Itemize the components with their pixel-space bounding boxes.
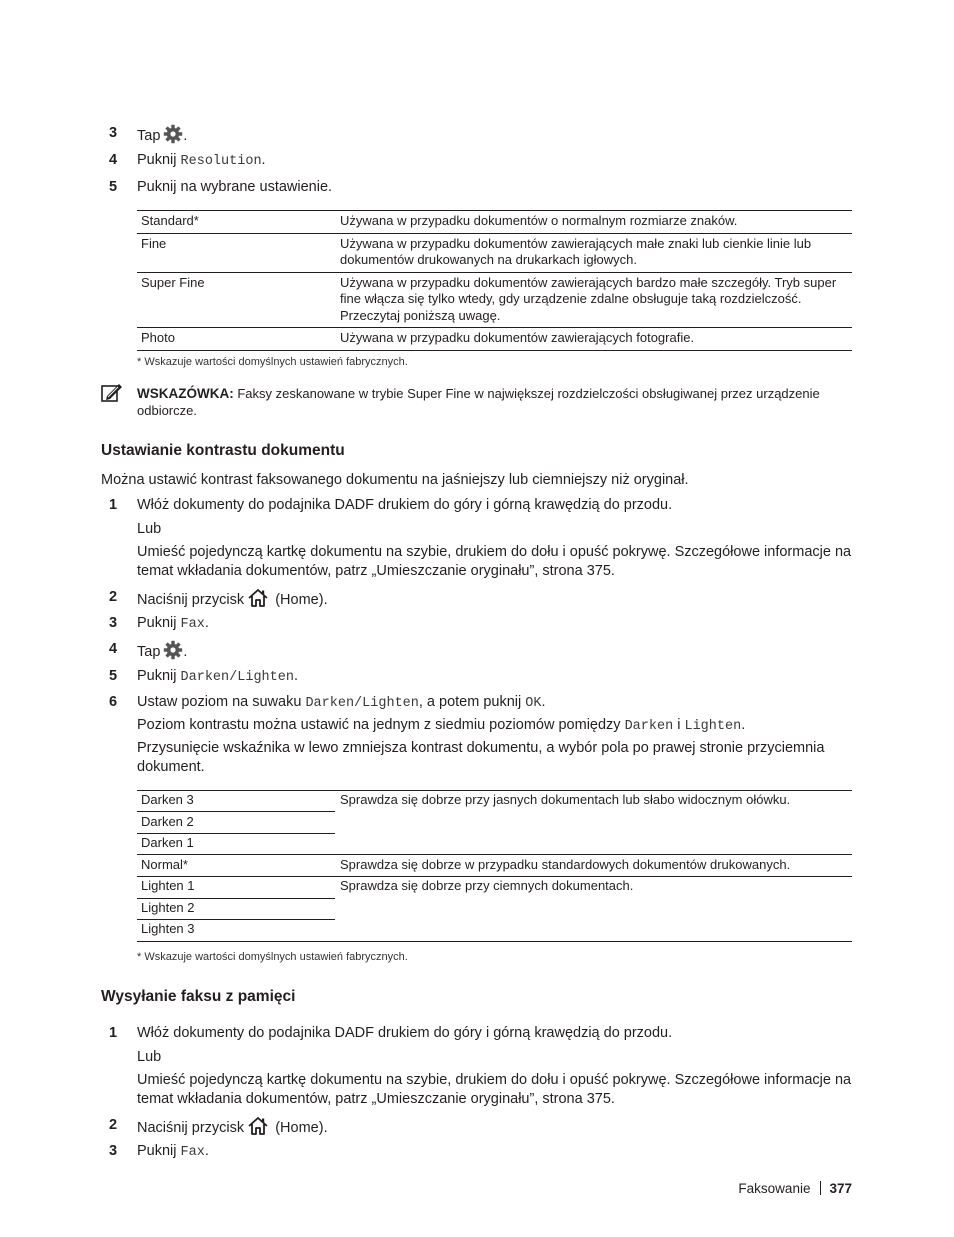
- ui-code-fax: Fax: [180, 1145, 205, 1160]
- gear-icon: [163, 124, 183, 144]
- setting-desc: Używana w przypadku dokumentów o normalnym rozmiarze znaków.: [336, 211, 852, 234]
- level-lighten-1: Lighten 1: [141, 878, 195, 893]
- level-normal: Normal*: [141, 857, 188, 872]
- step-text: Puknij na wybrane ustawienie.: [137, 179, 333, 195]
- page-footer: [600, 1180, 852, 1198]
- tip-text: Faksy zeskanowane w trybie Super Fine w największej rozdzielczości obsługiwanej przez urządzenie odbiorcze.: [137, 386, 820, 418]
- or-text: Lub: [137, 521, 162, 537]
- setting-name: Standard*: [137, 211, 336, 234]
- setting-name: Super Fine: [137, 272, 336, 328]
- level-darken-3: Darken 3: [141, 792, 194, 807]
- step-number: 3: [109, 125, 118, 141]
- ui-code-resolution: Resolution: [180, 154, 262, 169]
- tip-label: WSKAZÓWKA:: [137, 386, 234, 401]
- desc-darken: Sprawdza się dobrze przy jasnych dokumentach lub słabo widocznym ołówku.: [340, 792, 791, 807]
- step-text: Tap: [137, 128, 161, 144]
- alternative-text: Umieść pojedynczą kartkę dokumentu na szybie, drukiem do dołu i opuść pokrywę. Szczegółowe informacje na temat wkładania dokumentów, patrz „Umieszczanie oryginału”, strona 375.: [137, 544, 852, 579]
- table-row: [137, 328, 852, 351]
- table-row: [137, 211, 852, 234]
- slider-explanation: Przysunięcie wskaźnika w lewo zmniejsza kontrast dokumentu, a wybór pola po prawej stronie przyciemnia dokument.: [137, 740, 825, 775]
- step-number: 4: [109, 152, 118, 168]
- ui-code-fax: Fax: [180, 617, 205, 632]
- page-number: 377: [829, 1181, 852, 1196]
- home-label: Home: [280, 1120, 319, 1136]
- section-heading-send-from-memory: Wysyłanie faksu z pamięci: [101, 988, 296, 1005]
- alternative-text: Umieść pojedynczą kartkę dokumentu na szybie, drukiem do dołu i opuść pokrywę. Szczegółowe informacje na temat wkładania dokumentów, patrz „Umieszczanie oryginału”, strona 375.: [137, 1072, 852, 1107]
- tip-note: [137, 385, 852, 419]
- or-text: Lub: [137, 1049, 162, 1065]
- contrast-table: [137, 790, 852, 942]
- footer-section-name: Faksowanie: [738, 1181, 811, 1196]
- desc-lighten: Sprawdza się dobrze przy ciemnych dokumentach.: [340, 878, 634, 893]
- setting-name: Fine: [137, 233, 336, 272]
- ui-code-darken-lighten: Darken/Lighten: [180, 670, 294, 685]
- footnote: * Wskazuje wartości domyślnych ustawień fabrycznych.: [137, 951, 408, 963]
- section-intro: Można ustawić kontrast faksowanego dokumentu na jaśniejszy lub ciemniejszy niż oryginał.: [101, 472, 689, 488]
- home-icon: [247, 588, 269, 608]
- level-lighten-3: Lighten 3: [141, 921, 195, 936]
- setting-name: Photo: [137, 328, 336, 351]
- resolution-table: [137, 210, 852, 351]
- setting-desc: Używana w przypadku dokumentów zawierających małe znaki lub cienkie linie lub dokumentów drukowanych na drukarkach igłowych.: [336, 233, 852, 272]
- level-darken-1: Darken 1: [141, 835, 194, 850]
- footnote: * Wskazuje wartości domyślnych ustawień fabrycznych.: [137, 356, 408, 368]
- section-heading-contrast: Ustawianie kontrastu dokumentu: [101, 442, 345, 459]
- table-row: [137, 233, 852, 272]
- footer-divider: [820, 1181, 821, 1195]
- contrast-levels-text: Poziom kontrastu można ustawić na jednym z siedmiu poziomów pomiędzy Darken i Lighten.: [137, 717, 746, 734]
- home-icon: [247, 1116, 269, 1136]
- step-number: 5: [109, 179, 118, 195]
- level-lighten-2: Lighten 2: [141, 900, 195, 915]
- gear-icon: [163, 640, 183, 660]
- note-pencil-icon: [101, 382, 123, 402]
- setting-desc: Używana w przypadku dokumentów zawierających fotografie.: [336, 328, 852, 351]
- table-row: [137, 272, 852, 328]
- setting-desc: Używana w przypadku dokumentów zawierających bardzo małe szczegóły. Tryb super fine włącza się tylko wtedy, gdy urządzenie zdalne obsługuje taką rozdzielczość. Przeczytaj poniższą uwagę.: [336, 272, 852, 328]
- level-darken-2: Darken 2: [141, 814, 194, 829]
- home-label: Home: [280, 592, 319, 608]
- desc-normal: Sprawdza się dobrze w przypadku standardowych dokumentów drukowanych.: [340, 857, 791, 872]
- document-page: 3 Tap . 4 Puknij Resolution. 5 Puknij na wybrane ustawienie. Standard* Używana w przypadku dokumentów o normalnym rozmiarze znaków. Fine Używana w przypadku dokumentów zawierających małe znaki lub cienkie linie lub dokumentów drukowanych na drukarkach igłowych. Super Fine Używana w przypadku dokumentów zawierających bardzo małe szczegóły. Tryb super fine włącza się tylko wtedy, gdy urządzenie zdalne obsługuje taką rozdzielczość. Przeczytaj poniższą uwagę. Photo Używana w przypadku dokumentów zawierających fotografie. * Wskazuje wartości domyślnych ustawień fabrycznych. WSKAZÓWKA: Faksy zeskanowane w trybie Super Fine w największej rozdzielczości obsługiwanej przez urządzenie odbiorcze. Ustawianie kontrastu dokumentu Można ustawić kontrast faksowanego dokumentu na jaśniejszy lub ciemniejszy niż oryginał. 1 Włóż dokumenty do podajnika DADF drukiem do góry i górną krawędzią do przodu. Lub Umieść pojedynczą kartkę dokumentu na szybie, drukiem do dołu i opuść pokrywę. Szczegółowe informacje na temat wkładania dokumentów, patrz „Umieszczanie oryginału”, strona 375. 2 Naciśnij przycisk (Home). 3 Puknij Fax. 4 Tap . 5 Puknij Darken/Lighten. 6 Ustaw poziom na suwaku Darken/Lighten, a potem puknij OK. Poziom kontrastu można ustawić na jednym z siedmiu poziomów pomiędzy Darken i Lighten. Przysunięcie wskaźnika w lewo zmniejsza kontrast dokumentu, a wybór pola po prawej stronie przyciemnia dokument. Darken 3 Darken 2 Darken 1 Normal* Lighten 1 Lighten 2 Lighten 3 Sprawdza się dobrze przy jasnych dokumentach lub słabo widocznym ołówku. Sprawdza się dobrze w przypadku standardowych dokumentów drukowanych. Sprawdza się dobrze przy ciemnych dokumentach. * Wskazuje wartości domyślnych ustawień fabrycznych. Wysyłanie faksu z pamięci 1 Włóż dokumenty do podajnika DADF drukiem do góry i górną krawędzią do przodu. Lub Umieść pojedynczą kartkę dokumentu na szybie, drukiem do dołu i opuść pokrywę. Szczegółowe informacje na temat wkładania dokumentów, patrz „Umieszczanie oryginału”, strona 375. 2 Naciśnij przycisk (Home). 3 Puknij Fax. Faksowanie 377: [0, 0, 954, 1237]
